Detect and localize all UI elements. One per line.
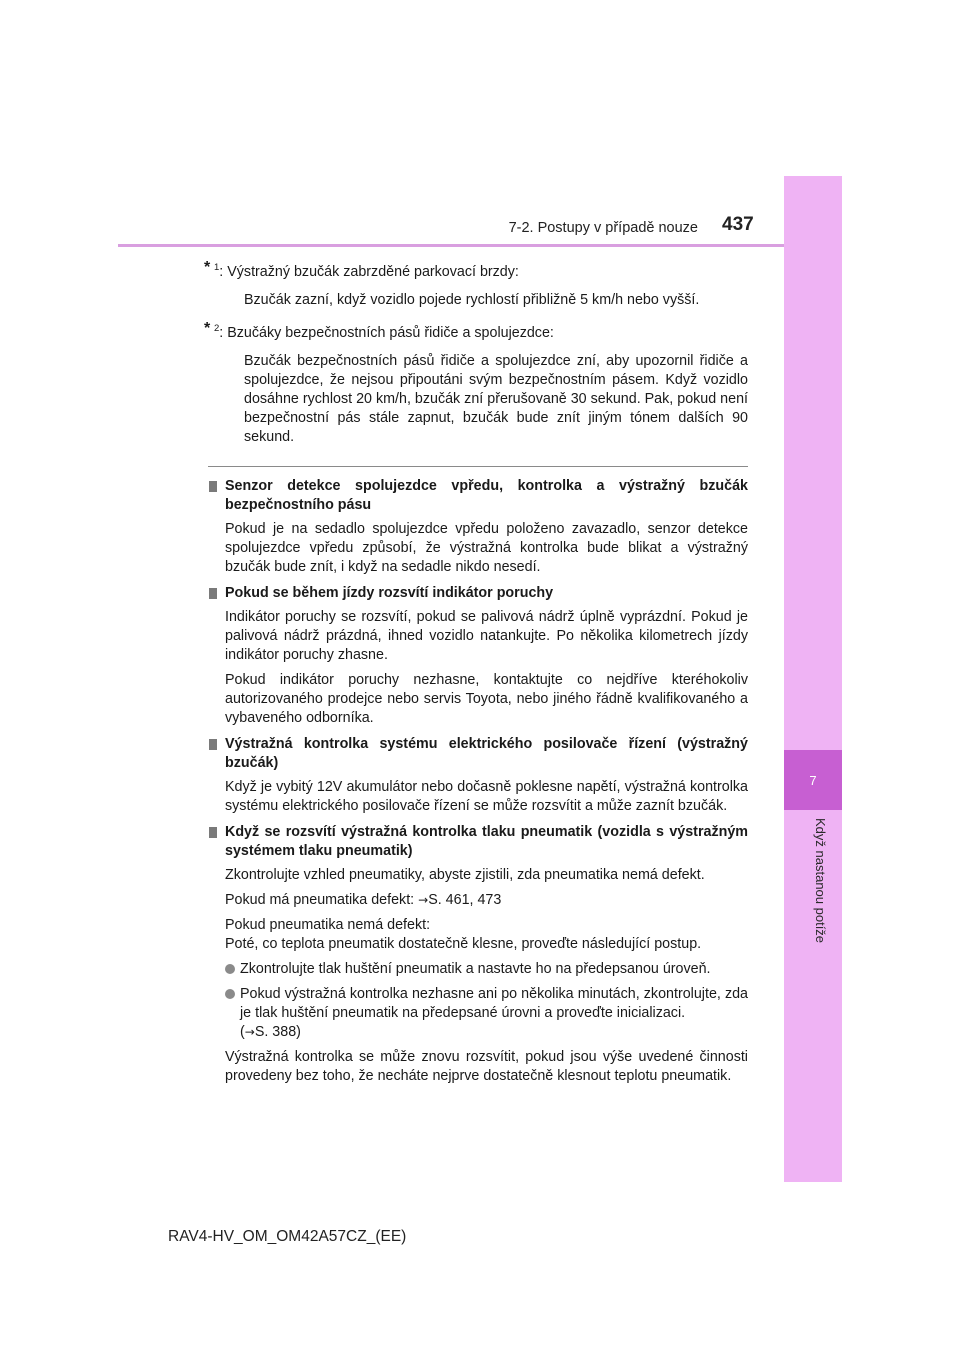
chapter-number-tab[interactable]: [784, 750, 842, 810]
circle-bullet-icon: [225, 989, 235, 999]
list-item-text: Zkontrolujte tlak huštění pneumatik a nastavte ho na předepsanou úroveň.: [240, 961, 711, 977]
arrow-right-icon: →: [244, 1025, 255, 1039]
paragraph-line: Pokud pneumatika nemá defekt:: [225, 917, 431, 933]
list-item: [225, 960, 748, 979]
header-divider: [118, 244, 784, 247]
chapter-title: Když nastanou potíže: [813, 818, 828, 944]
footnote-body: Bzučák bezpečnostních pásů řidiče a spolujezdce zní, aby upozornil řidiče a spolujezdce, že nejsou připoutáni svým bezpečnostním pásem. Když vozidlo dosáhne rychlost 20 km/h, bzučák zní přerušovaně 30 sekund. Pak, pokud není bezpečnostní pás stále zapnut, bzučák bude znít jiným tónem dalších 90 sekund.: [244, 353, 748, 445]
paragraph-line: Poté, co teplota pneumatik dostatečně klesne, proveďte následující postup.: [225, 936, 702, 952]
paragraph: Pokud indikátor poruchy nezhasne, kontaktujte co nejdříve kteréhokoliv autorizovaného prodejce nebo servis Toyota, nebo jiného řádně kvalifikovaného a vybaveného odborníka.: [225, 672, 748, 726]
paragraph: Když je vybitý 12V akumulátor nebo dočasně poklesne napětí, výstražná kontrolka systému elektrického posilovače řízení se může rozsvítit a může zaznít bzučák.: [225, 779, 748, 814]
section-header: 7-2. Postupy v případě nouze: [508, 220, 698, 236]
defect-reference: [225, 891, 748, 910]
footnote-1: [204, 258, 748, 310]
footnote-2: [204, 319, 748, 447]
chapter-number: 7: [809, 772, 817, 788]
section-title: Výstražná kontrolka systému elektrického posilovače řízení (výstražný bzučák): [225, 736, 748, 771]
list-item-text: [240, 985, 748, 1042]
footnote-label: [214, 258, 519, 282]
page-content: [204, 252, 748, 1086]
section-divider: [208, 466, 748, 467]
section-title: Senzor detekce spolujezdce vpředu, kontrolka a výstražný bzučák bezpečnostního pásu: [225, 478, 748, 513]
section-passenger-sensor: [204, 477, 748, 577]
paragraph: Indikátor poruchy se rozsvítí, pokud se palivová nádrž úplně vyprázdní. Pokud je palivová nádrž prázdná, ihned vozidlo natankujte. Po několika kilometrech jízdy indikátor poruchy zhasne.: [225, 609, 748, 663]
footnote-title-text: : Výstražný bzučák zabrzděné parkovací brzdy:: [219, 264, 519, 280]
footnote-sup: 2: [214, 323, 220, 334]
section-power-steering: [204, 735, 748, 816]
page-reference-link[interactable]: S. 388): [254, 1024, 301, 1040]
square-bullet-icon: [209, 827, 217, 838]
chapter-tab-top: [784, 176, 842, 750]
section-title: Když se rozsvítí výstražná kontrolka tlaku pneumatik (vozidla s výstražným systémem tlaku pneumatik): [225, 824, 748, 859]
footnote-star: *: [204, 259, 211, 276]
square-bullet-icon: [209, 739, 217, 750]
paragraph: Pokud je na sedadlo spolujezdce vpředu položeno zavazadlo, senzor detekce spolujezdce vpředu způsobí, že výstražná kontrolka bude blikat a výstražný bzučák bude znít, i když na sedadle nikdo nesedí.: [225, 521, 748, 575]
square-bullet-icon: [209, 481, 217, 492]
list-item-body: Pokud výstražná kontrolka nezhasne ani po několika minutách, zkontrolujte, zda je tlak huštění pneumatik na předepsané úrovni a proveďte inicializaci.: [240, 986, 748, 1021]
footnote-body: Bzučák zazní, když vozidlo pojede rychlostí přibližně 5 km/h nebo vyšší.: [244, 292, 700, 308]
section-heading: [204, 584, 748, 603]
circle-bullet-icon: [225, 964, 235, 974]
section-heading: [204, 735, 748, 773]
footnote-title: [204, 319, 748, 343]
paragraph: Výstražná kontrolka se může znovu rozsvítit, pokud jsou výše uvedené činnosti provedeny bez toho, že necháte nejprve dostatečně klesnout teplotu pneumatik.: [225, 1049, 748, 1084]
page-number: 437: [722, 214, 754, 235]
ref-paren: (: [240, 1024, 245, 1040]
defect-prefix: Pokud má pneumatika defekt:: [225, 892, 419, 908]
arrow-right-icon: →: [418, 893, 429, 907]
page-reference-link[interactable]: S. 461, 473: [428, 892, 502, 908]
section-title: Pokud se během jízdy rozsvítí indikátor poruchy: [225, 585, 554, 601]
section-tire-pressure: [204, 823, 748, 1086]
document-code: RAV4-HV_OM_OM42A57CZ_(EE): [168, 1228, 407, 1245]
paragraph: Zkontrolujte vzhled pneumatiky, abyste zjistili, zda pneumatika nemá defekt.: [225, 867, 705, 883]
section-malfunction-indicator: [204, 584, 748, 728]
list-item: [225, 985, 748, 1042]
footnote-title-text: : Bzučáky bezpečnostních pásů řidiče a spolujezdce:: [219, 325, 554, 341]
square-bullet-icon: [209, 588, 217, 599]
no-defect-paragraph: [225, 916, 748, 954]
footnote-title: [204, 258, 748, 282]
footnote-sup: 1: [214, 262, 220, 273]
footnote-label: [214, 319, 554, 343]
section-heading: [204, 823, 748, 861]
section-heading: [204, 477, 748, 515]
footnote-star: *: [204, 320, 211, 337]
